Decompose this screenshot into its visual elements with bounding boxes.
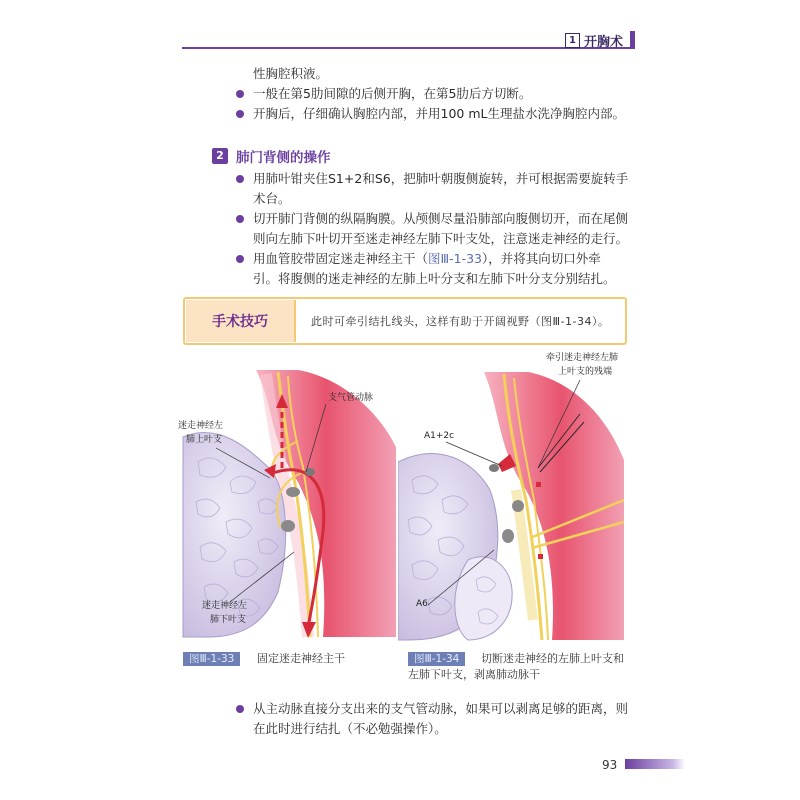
figure-right-caption-2: 左肺下叶支，剥离肺动脉干 (408, 668, 540, 681)
lymph-node (286, 487, 300, 497)
label-vagus-lower-2: 肺下叶支 (210, 615, 247, 625)
section-bullet-2-line-1: 切开肺门背侧的纵隔胸膜。从颅侧尽量沿肺部向腹侧切开，而在尾侧 (253, 211, 629, 226)
page-number-bar (625, 759, 685, 769)
figure-left-caption: 固定迷走神经主干 (257, 652, 345, 665)
lymph-node (489, 464, 499, 472)
label-vagus-lower-1: 迷走神经左 (202, 601, 248, 611)
section-bullet-3-line-2: 引。将腹侧的迷走神经的左肺上叶分支和左肺下叶分支分别结扎。 (253, 271, 616, 286)
page-number: 93 (602, 758, 618, 772)
chapter-heading (565, 31, 623, 49)
lung-lower-lobe (455, 557, 512, 640)
section-bullet-1-line-2: 术台。 (253, 191, 291, 206)
lymph-node (281, 520, 295, 532)
section-number: 2 (212, 148, 228, 164)
section-bullet-2-line-2: 则向左肺下叶切开至迷走神经左肺下叶支处，注意迷走神经的走行。 (253, 231, 629, 246)
label-vagus-upper-2: 肺上叶支 (186, 435, 223, 445)
chapter-number: 1 (565, 33, 580, 48)
label-stump-1: 牵引迷走神经左肺 (546, 353, 619, 363)
intro-bullet-2: 开胸后，仔细确认胸腔内部，并用100 mL生理盐水洗净胸腔内部。 (253, 106, 625, 121)
intro-continuation: 性胸腔积液。 (253, 66, 329, 81)
bullet-icon (236, 110, 244, 118)
section-bullet-1-line-1: 用肺叶钳夹住S1+2和S6，把肺叶朝腹侧旋转，并可根据需要旋转手 (253, 171, 629, 186)
bullet-icon (236, 175, 244, 183)
label-a12c: A1+2c (424, 431, 455, 441)
figure-right-illustration (398, 350, 628, 642)
final-bullet-line-1: 从主动脉直接分支出来的支气管动脉，如果可以剥离足够的距离，则 (253, 701, 629, 716)
label-vagus-upper-1: 迷走神经左 (178, 421, 224, 431)
label-bronchial-artery: 支气管动脉 (328, 393, 374, 403)
section-title: 肺门背侧的操作 (236, 150, 331, 166)
ligation-knot (538, 554, 543, 559)
tip-label: 手术技巧 (186, 300, 296, 342)
label-a6: A6 (416, 599, 428, 609)
section-bullet-3-line-1: 用血管胶带固定迷走神经主干（图Ⅲ-1-33），并将其向切口外牵 (253, 251, 601, 266)
bullet-icon (236, 215, 244, 223)
label-stump-2: 上叶支的残端 (558, 367, 613, 377)
bullet-icon (236, 255, 244, 263)
ligation-knot (536, 482, 541, 487)
header-accent-bar (630, 31, 635, 49)
lymph-node (502, 529, 514, 543)
figure-right-caption-1: 切断迷走神经的左肺上叶支和 (481, 652, 624, 665)
figure-reference-link[interactable]: 图Ⅲ-1-33 (428, 251, 483, 266)
intro-bullet-1: 一般在第5肋间隙的后侧开胸，在第5肋后方切断。 (253, 86, 532, 101)
final-bullet-line-2: 在此时进行结扎（不必勉强操作）。 (253, 721, 447, 736)
tip-text: 此时可牵引结扎线头，这样有助于开阔视野（图Ⅲ-1-34）。 (311, 315, 610, 328)
figure-left-tag: 图Ⅲ-1-33 (183, 652, 240, 666)
figure-right-tag: 图Ⅲ-1-34 (408, 652, 465, 666)
chapter-title: 开胸术 (584, 34, 624, 50)
lymph-node (512, 500, 524, 512)
bullet-icon (236, 705, 244, 713)
bullet-icon (236, 90, 244, 98)
figure-left-illustration (178, 352, 400, 642)
